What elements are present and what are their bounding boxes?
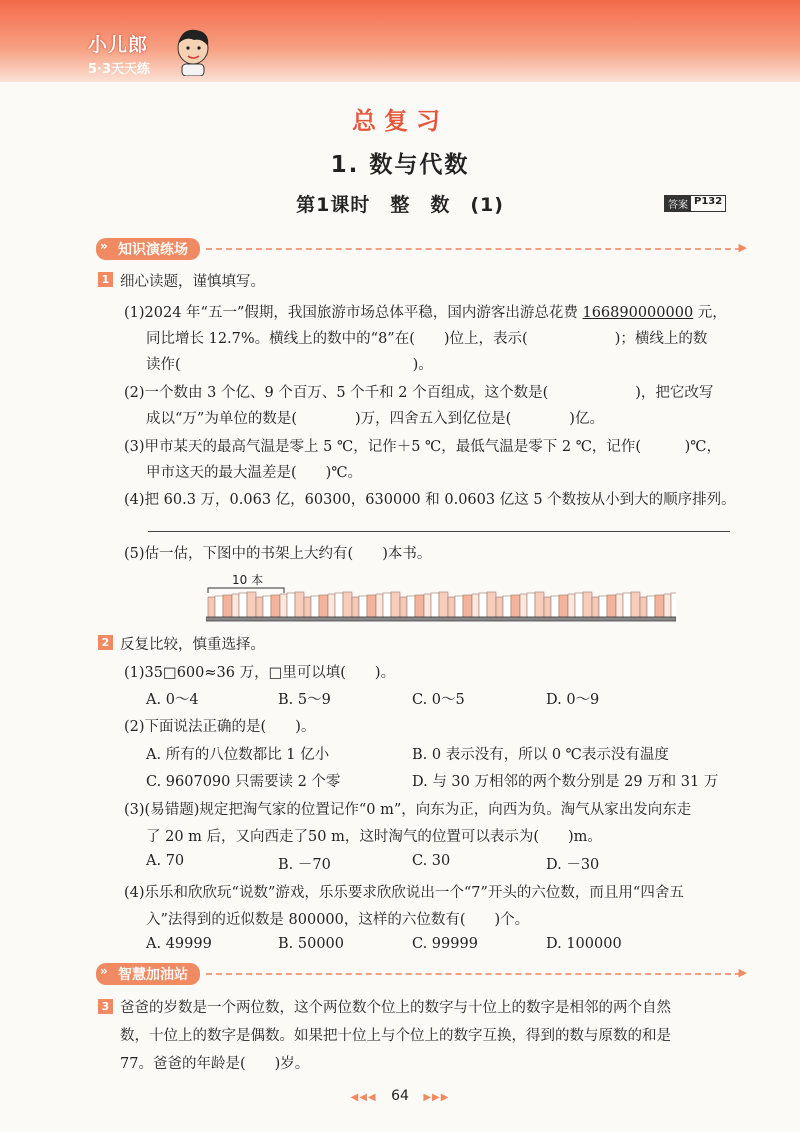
book — [304, 597, 311, 617]
question-number: 1 — [98, 272, 113, 287]
book — [664, 594, 671, 617]
chapter-heading: 1. 数与代数 — [330, 152, 470, 178]
option-c: C. 30 — [412, 853, 451, 869]
q3-line1: 爸爸的岁数是一个两位数，这个两位数个位上的数字与十位上的数字是相邻的两个自然 — [120, 1000, 671, 1016]
answer-blank-line — [148, 531, 730, 532]
book — [391, 592, 400, 617]
question-number: 2 — [98, 635, 113, 650]
option-a: A. 49999 — [146, 936, 212, 952]
option-b: B. 0 表示没有，所以 0 ℃表示没有温度 — [412, 747, 669, 763]
option-d: D. 0～9 — [546, 692, 600, 708]
answer-label: 答案 — [665, 196, 691, 211]
section-practice-bar — [96, 238, 741, 260]
book — [559, 595, 568, 617]
shelf-label: 10 本 — [232, 573, 264, 587]
lesson-heading: 第1课时 整 数 (1) — [296, 194, 504, 216]
q1-part3-line2: 甲市这天的最大温差是( )℃。 — [146, 465, 363, 481]
option-d: D. －30 — [546, 857, 600, 873]
underlined-number: 166890000000 — [582, 305, 694, 321]
book — [631, 592, 640, 617]
book — [215, 596, 223, 617]
option-c: C. 99999 — [412, 936, 478, 952]
q3-line2: 数，十位上的数字是偶数。如果把十位上与个位上的数字互换，得到的数与原数的和是 — [120, 1028, 671, 1044]
q2-part3-line2: 了 20 m 后，又向西走了50 m，这时淘气的位置可以表示为( )m。 — [146, 829, 602, 845]
book — [359, 596, 367, 617]
q1-part1-line2: 同比增长 12.7%。横线上的数中的“8”在( )位上，表示( )；横线上的数 — [146, 331, 708, 347]
brand-logo — [88, 30, 150, 77]
brand-name: 小儿郎 — [88, 34, 149, 56]
q1-part2-line1: (2)一个数由 3 个亿、9 个百万、5 个千和 2 个百组成，这个数是( )，把它改写 — [124, 385, 714, 401]
book — [575, 593, 583, 617]
book — [376, 594, 383, 617]
book — [352, 597, 359, 617]
q1-part1-line3: 读作( )。 — [146, 357, 433, 373]
brand-subtitle: 5·3天天练 — [88, 62, 151, 77]
book — [551, 596, 559, 617]
book — [415, 595, 424, 617]
book — [407, 596, 415, 617]
book — [439, 592, 448, 617]
right-arrows-icon: ▶▶▶ — [423, 1092, 450, 1103]
book — [592, 597, 599, 617]
book — [520, 594, 527, 617]
q2-part4-line1: (4)乐乐和欣欣玩“说数”游戏，乐乐要求欣欣说出一个“7”开头的六位数，而且用“四舍五 — [124, 885, 684, 901]
option-d: D. 100000 — [546, 936, 622, 952]
q1-part4-line1: (4)把 60.3 万，0.063 亿，60300，630000 和 0.0603 亿这 5 个数按从小到大的顺序排列。 — [124, 492, 736, 508]
book — [208, 597, 215, 617]
book — [343, 592, 352, 617]
q2-part3-line1: (3)(易错题)规定把淘气家的位置记作“0 m”，向东为正，向西为负。淘气从家出发向东走 — [124, 802, 692, 818]
book — [511, 595, 520, 617]
book — [247, 592, 256, 617]
book — [280, 594, 287, 617]
book — [256, 597, 263, 617]
book — [544, 597, 551, 617]
mascot-boy-icon — [172, 26, 214, 76]
option-a: A. 0～4 — [146, 692, 199, 708]
book — [607, 595, 616, 617]
section-practice-tag: » 知识演练场 — [96, 238, 200, 260]
review-heading: 总复习 — [352, 107, 448, 135]
question-title: 细心读题，谨慎填写。 — [120, 274, 265, 290]
book — [463, 595, 472, 617]
book — [535, 592, 544, 617]
left-arrows-icon: ◀◀◀ — [350, 1092, 377, 1103]
option-d: D. 与 30 万相邻的两个数分别是 29 万和 31 万 — [412, 774, 719, 790]
book — [671, 593, 676, 617]
book — [455, 596, 463, 617]
q2-part4-line2: 入”法得到的近似数是 800000，这样的六位数有( )个。 — [146, 912, 530, 928]
q1-part5-line1: (5)估一估，下图中的书架上大约有( )本书。 — [124, 546, 432, 562]
book — [223, 595, 232, 617]
double-chevron-icon: » — [100, 239, 108, 253]
book — [400, 597, 407, 617]
question-title: 反复比较，慎重选择。 — [120, 637, 265, 653]
answer-page: P132 — [694, 196, 723, 207]
book — [271, 595, 280, 617]
book — [383, 593, 391, 617]
book — [479, 593, 487, 617]
q1-part3-line1: (3)甲市某天的最高气温是零上 5 ℃，记作＋5 ℃，最低气温是零下 2 ℃，记作( )℃， — [124, 439, 721, 455]
book — [583, 592, 592, 617]
book — [319, 595, 328, 617]
section-divider — [206, 248, 741, 250]
bookshelf-illustration — [206, 573, 676, 623]
book — [568, 594, 575, 617]
option-b: B. 5～9 — [278, 692, 331, 708]
book — [367, 595, 376, 617]
book — [263, 596, 271, 617]
book — [232, 594, 239, 617]
book — [616, 594, 623, 617]
book-row — [208, 592, 676, 617]
section-divider — [206, 973, 741, 975]
book — [503, 596, 511, 617]
q2-part1: (1)35□600≈36 万，□里可以填( )。 — [124, 665, 396, 681]
book — [472, 594, 479, 617]
option-b: B. 50000 — [278, 936, 345, 952]
book — [328, 594, 335, 617]
book — [623, 593, 631, 617]
book — [487, 592, 496, 617]
book — [239, 593, 247, 617]
book — [640, 597, 647, 617]
q2-part2: (2)下面说法正确的是( )。 — [124, 719, 316, 735]
answer-reference — [664, 195, 726, 212]
option-c: C. 0～5 — [412, 692, 465, 708]
book — [527, 593, 535, 617]
q1-part1-line1: (1)2024 年“五一”假期，我国旅游市场总体平稳，国内游客出游总花费 166890000000 元， — [124, 305, 727, 321]
double-chevron-icon: » — [100, 964, 108, 978]
q3-line3: 77。爸爸的年龄是( )岁。 — [120, 1056, 310, 1072]
option-a: A. 所有的八位数都比 1 亿小 — [146, 747, 330, 763]
book — [424, 594, 431, 617]
option-a: A. 70 — [146, 853, 185, 869]
question-number: 3 — [98, 999, 113, 1014]
section-bonus-bar — [96, 963, 741, 985]
option-b: B. －70 — [278, 857, 331, 873]
book — [335, 593, 343, 617]
book — [496, 597, 503, 617]
book — [295, 592, 304, 617]
option-c: C. 9607090 只需要读 2 个零 — [146, 774, 341, 790]
book — [655, 595, 664, 617]
book — [287, 593, 295, 617]
q1-part2-line2: 成以“万”为单位的数是( )万，四舍五入到亿位是( )亿。 — [146, 411, 604, 427]
book — [647, 596, 655, 617]
book — [311, 596, 319, 617]
section-bonus-tag: » 智慧加油站 — [96, 963, 200, 985]
book — [599, 596, 607, 617]
book — [431, 593, 439, 617]
book — [448, 597, 455, 617]
page-number: ◀◀◀ 64 ▶▶▶ — [350, 1088, 450, 1104]
